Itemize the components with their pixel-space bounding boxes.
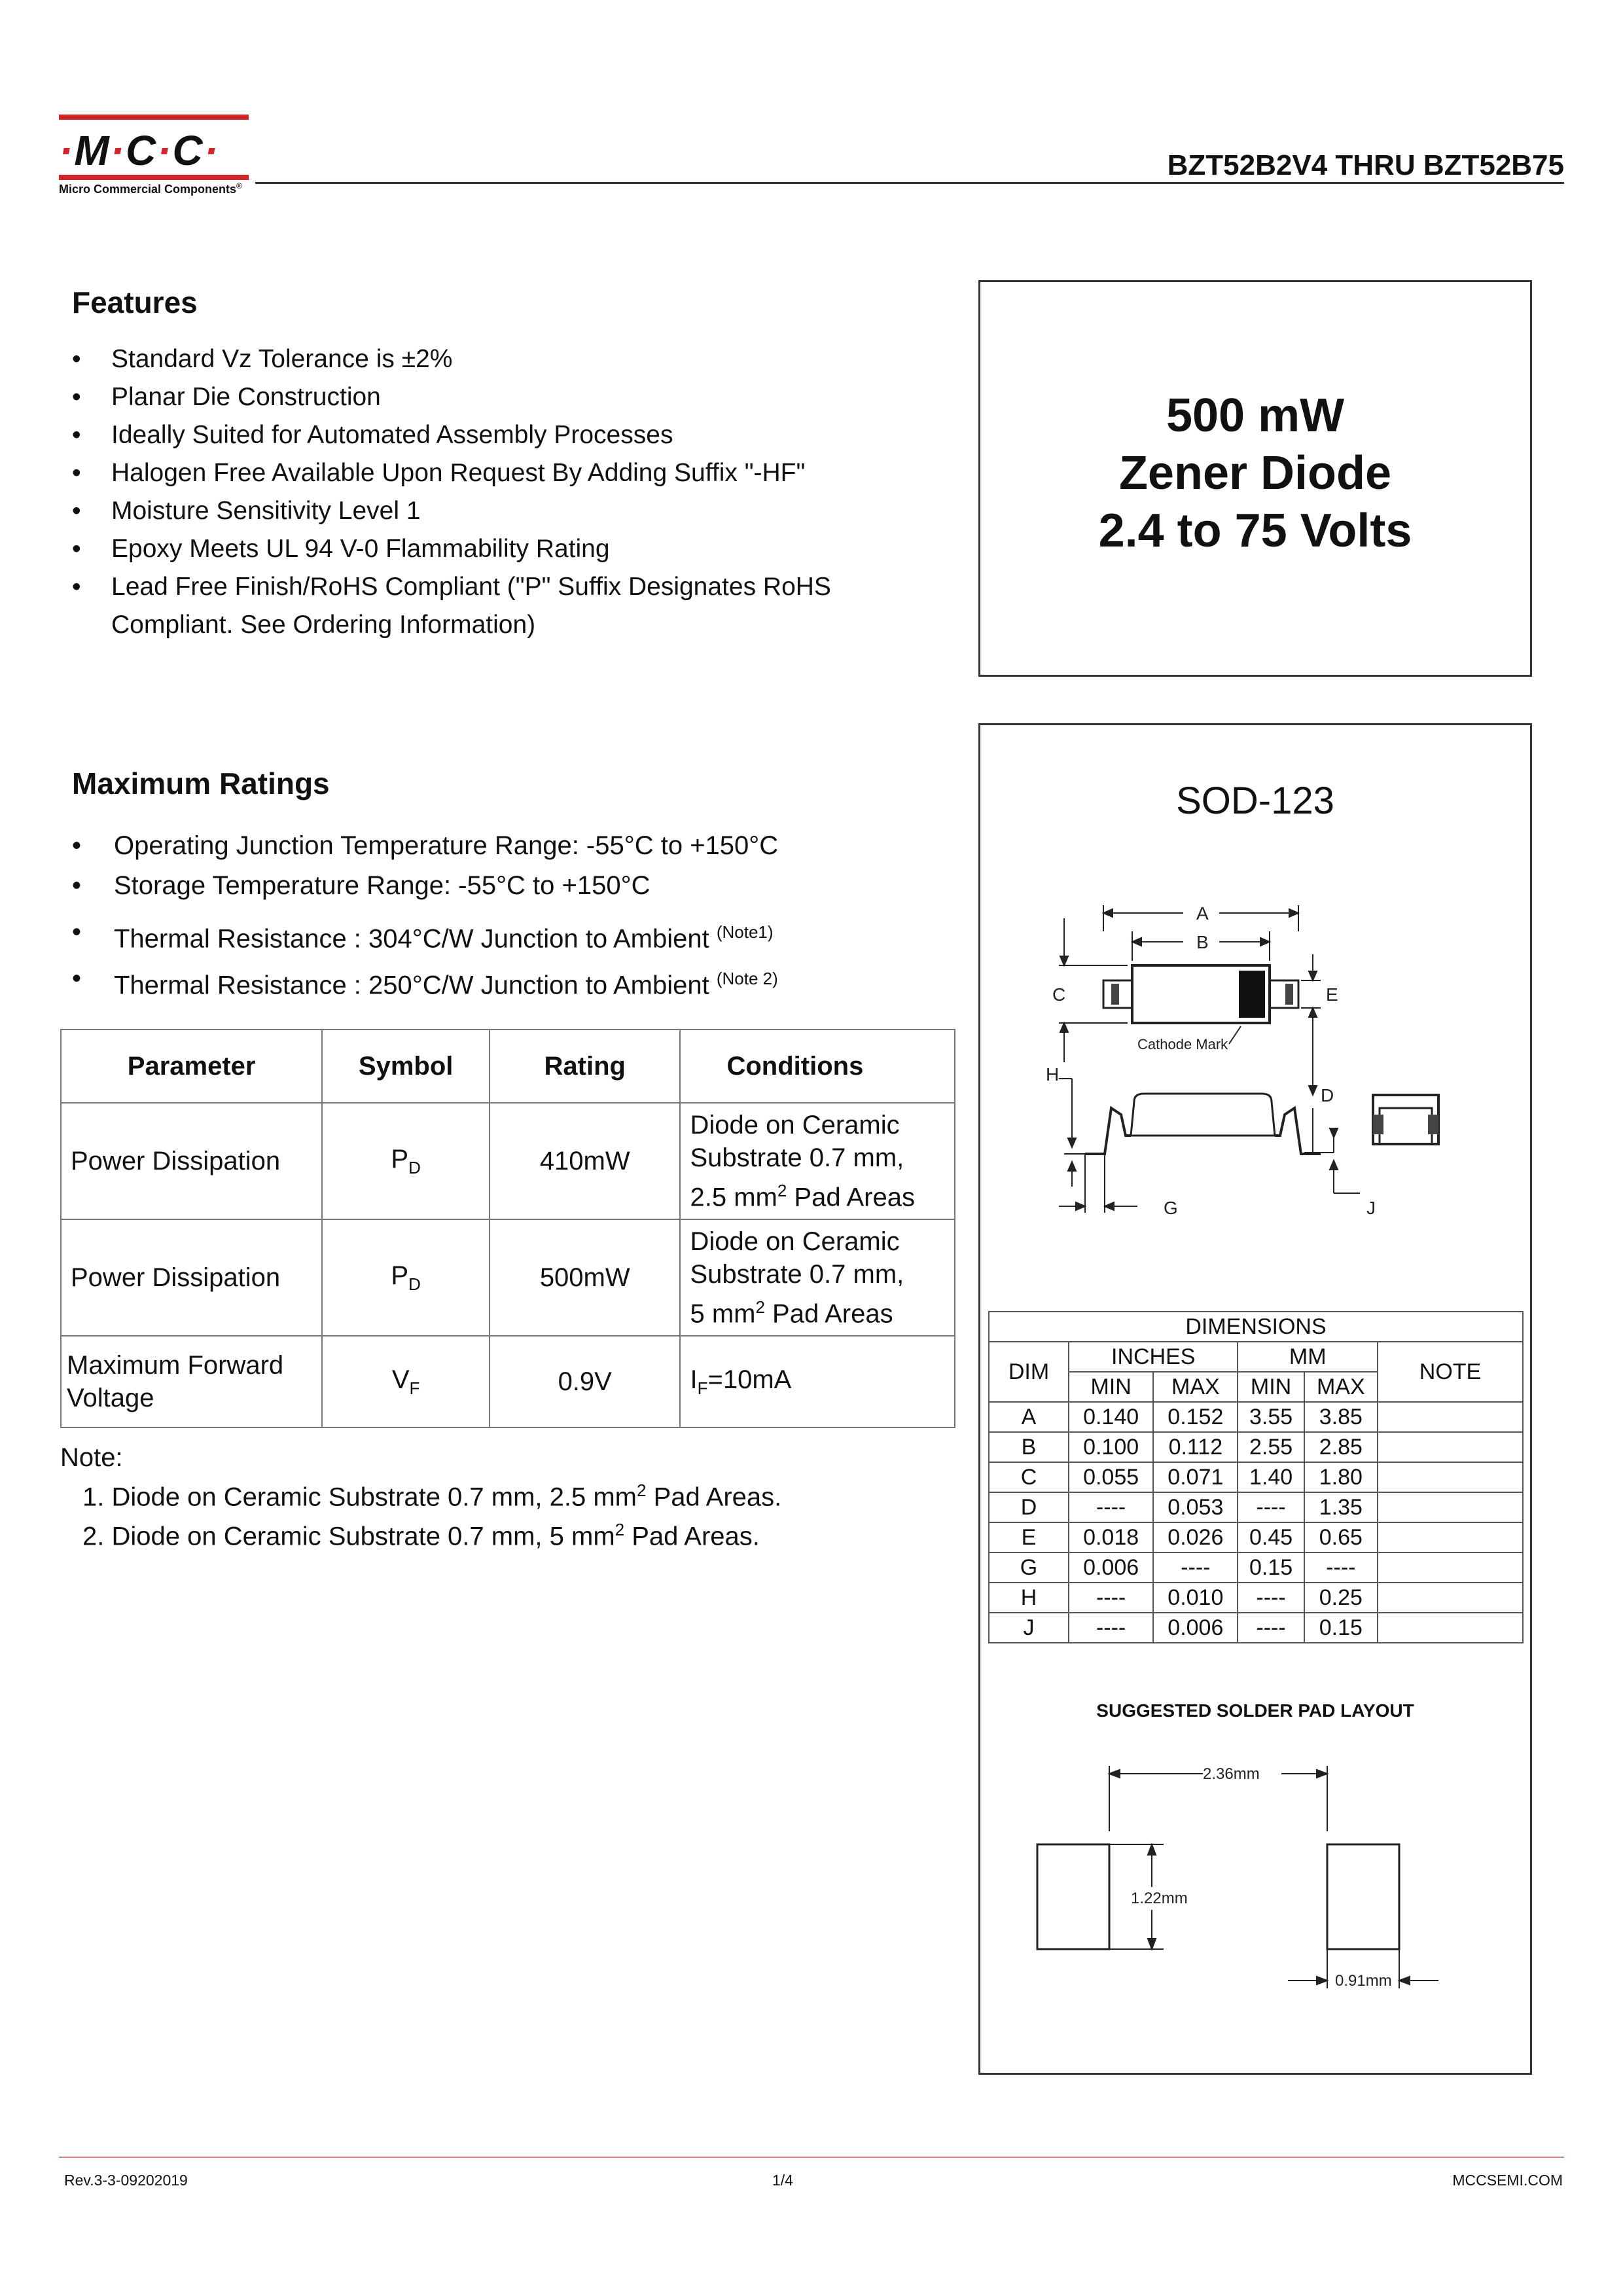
- solder-layout-title: SUGGESTED SOLDER PAD LAYOUT: [1096, 1700, 1414, 1721]
- list-item: • Standard Vz Tolerance is ±2%: [72, 340, 936, 378]
- cell-rating: 500mW: [490, 1219, 681, 1336]
- col-header-max: MAX: [1304, 1372, 1378, 1402]
- logo-letter-c2: C: [172, 127, 204, 174]
- solder-pad-left: [1037, 1844, 1109, 1949]
- cathode-band: [1239, 971, 1265, 1018]
- cell-conditions: Diode on Ceramic Substrate 0.7 mm, 2.5 $mm^2$ Pad Areas: [680, 1103, 955, 1219]
- col-header-inches: INCHES: [1069, 1342, 1238, 1372]
- page-number: 1/4: [772, 2172, 793, 2189]
- dim-label-j: J: [1366, 1198, 1376, 1218]
- col-header-rating: Rating: [490, 1030, 681, 1103]
- dimensions-title: DIMENSIONS: [989, 1312, 1523, 1342]
- notes-title: Note:: [60, 1443, 123, 1472]
- cell-parameter: Maximum Forward Voltage: [61, 1336, 322, 1427]
- cell-conditions: $I_F=10mA$: [680, 1336, 955, 1427]
- title-voltage: 2.4 to 75 Volts: [1098, 505, 1412, 557]
- title-device: Zener Diode: [1118, 447, 1392, 499]
- table-row: H ---- 0.010 ---- 0.25: [989, 1583, 1523, 1613]
- dim-label-h: H: [1046, 1064, 1060, 1085]
- cathode-mark-label: Cathode Mark: [1137, 1036, 1228, 1052]
- table-row: E 0.018 0.026 0.45 0.65: [989, 1522, 1523, 1552]
- list-item: • Storage Temperature Range: -55°C to +150°C: [72, 866, 923, 906]
- cell-symbol: $P_D$: [322, 1219, 490, 1336]
- package-outline-drawing: [1007, 892, 1504, 1298]
- ratings-list: [72, 826, 923, 1006]
- header-divider: [255, 182, 1564, 184]
- col-header-max: MAX: [1153, 1372, 1238, 1402]
- product-title-box: [978, 280, 1532, 677]
- cell-conditions: Diode on Ceramic Substrate 0.7 mm, 5 $mm^2$ Pad Areas: [680, 1219, 955, 1336]
- col-header-note: NOTE: [1378, 1342, 1523, 1402]
- list-item: • Lead Free Finish/RoHS Compliant ("P" Suffix Designates RoHS Compliant. See Ordering Information): [72, 568, 936, 644]
- solder-pad-drawing: [1007, 1759, 1504, 2034]
- cell-parameter: Power Dissipation: [61, 1103, 322, 1219]
- list-item: • Planar Die Construction: [72, 378, 936, 416]
- dim-label-b: B: [1196, 932, 1209, 952]
- col-header-symbol: Symbol: [322, 1030, 490, 1103]
- cell-parameter: Power Dissipation: [61, 1219, 322, 1336]
- note-ref: (Note 2): [716, 969, 778, 989]
- logo-letter-c1: C: [125, 127, 158, 174]
- list-item: • Epoxy Meets UL 94 V-0 Flammability Rating: [72, 530, 936, 568]
- list-item: • Operating Junction Temperature Range: -55°C to +150°C: [72, 826, 923, 866]
- cell-rating: 410mW: [490, 1103, 681, 1219]
- list-item: • Halogen Free Available Upon Request By Adding Suffix "-HF": [72, 454, 936, 492]
- top-view: [1052, 903, 1338, 1062]
- dimensions-table: [988, 1311, 1524, 1643]
- package-name: SOD-123: [1176, 780, 1334, 822]
- dim-label-c: C: [1052, 984, 1066, 1005]
- logo-subtitle: Micro Commercial Components: [59, 183, 237, 196]
- solder-pad-right: [1327, 1844, 1399, 1949]
- table-row: [61, 1219, 955, 1336]
- note-item: 2. Diode on Ceramic Substrate 0.7 mm, 5 $mm^2$ Pad Areas.: [82, 1520, 760, 1551]
- solder-height-label: 1.22mm: [1131, 1890, 1188, 1907]
- features-heading: Features: [72, 285, 198, 319]
- table-row: J ---- 0.006 ---- 0.15: [989, 1613, 1523, 1643]
- note-item: 1. Diode on Ceramic Substrate 0.7 mm, 2.5 $mm^2$ Pad Areas.: [82, 1480, 782, 1512]
- list-item: • Thermal Resistance : 250°C/W Junction to Ambient $^{(Note 2)}$: [72, 959, 923, 1005]
- col-header-dim: DIM: [989, 1342, 1069, 1402]
- logo-letter-m: M: [74, 127, 111, 174]
- col-header-mm: MM: [1238, 1342, 1378, 1372]
- side-view: [1046, 1030, 1334, 1218]
- dim-label-g: G: [1164, 1198, 1178, 1218]
- solder-pad-label: 0.91mm: [1335, 1972, 1392, 1990]
- logo-registered: ®: [236, 181, 242, 190]
- note-ref: (Note1): [716, 922, 774, 942]
- table-header-row: [61, 1030, 955, 1103]
- cell-symbol: $V_F$: [322, 1336, 490, 1427]
- table-row: [61, 1336, 955, 1427]
- table-row: D ---- 0.053 ---- 1.35: [989, 1492, 1523, 1522]
- col-header-min: MIN: [1069, 1372, 1153, 1402]
- mcc-logo: ·M·C·C· Micro Commercial Components®: [59, 115, 255, 200]
- list-item: • Moisture Sensitivity Level 1: [72, 492, 936, 530]
- title-power: 500 mW: [1166, 389, 1345, 442]
- ratings-table: [60, 1029, 955, 1428]
- dim-label-e: E: [1326, 984, 1338, 1005]
- revision-label: Rev.3-3-09202019: [64, 2172, 188, 2189]
- end-view: [1330, 1095, 1438, 1218]
- cell-rating: 0.9V: [490, 1336, 681, 1427]
- list-item: • Thermal Resistance : 304°C/W Junction to Ambient $^{(Note1)}$: [72, 912, 923, 959]
- ratings-heading: Maximum Ratings: [72, 766, 330, 800]
- list-item: • Ideally Suited for Automated Assembly Processes: [72, 416, 936, 454]
- table-row: G 0.006 ---- 0.15 ----: [989, 1552, 1523, 1583]
- col-header-parameter: Parameter: [61, 1030, 322, 1103]
- table-row: B 0.100 0.112 2.55 2.85: [989, 1432, 1523, 1462]
- table-row: C 0.055 0.071 1.40 1.80: [989, 1462, 1523, 1492]
- package-box: [978, 723, 1532, 2075]
- solder-width-label: 2.36mm: [1203, 1765, 1260, 1783]
- col-header-conditions: Conditions: [680, 1030, 955, 1103]
- col-header-min: MIN: [1238, 1372, 1304, 1402]
- website-label: MCCSEMI.COM: [1452, 2172, 1563, 2189]
- notes: [60, 1441, 781, 1553]
- part-range-title: BZT52B2V4 THRU BZT52B75: [1167, 149, 1564, 181]
- cell-symbol: $P_D$: [322, 1103, 490, 1219]
- table-row: [61, 1103, 955, 1219]
- features-list: [72, 340, 936, 644]
- dim-label-a: A: [1196, 903, 1209, 924]
- dim-label-d: D: [1321, 1085, 1334, 1105]
- table-row: A 0.140 0.152 3.55 3.85: [989, 1402, 1523, 1432]
- footer-divider: [59, 2157, 1564, 2158]
